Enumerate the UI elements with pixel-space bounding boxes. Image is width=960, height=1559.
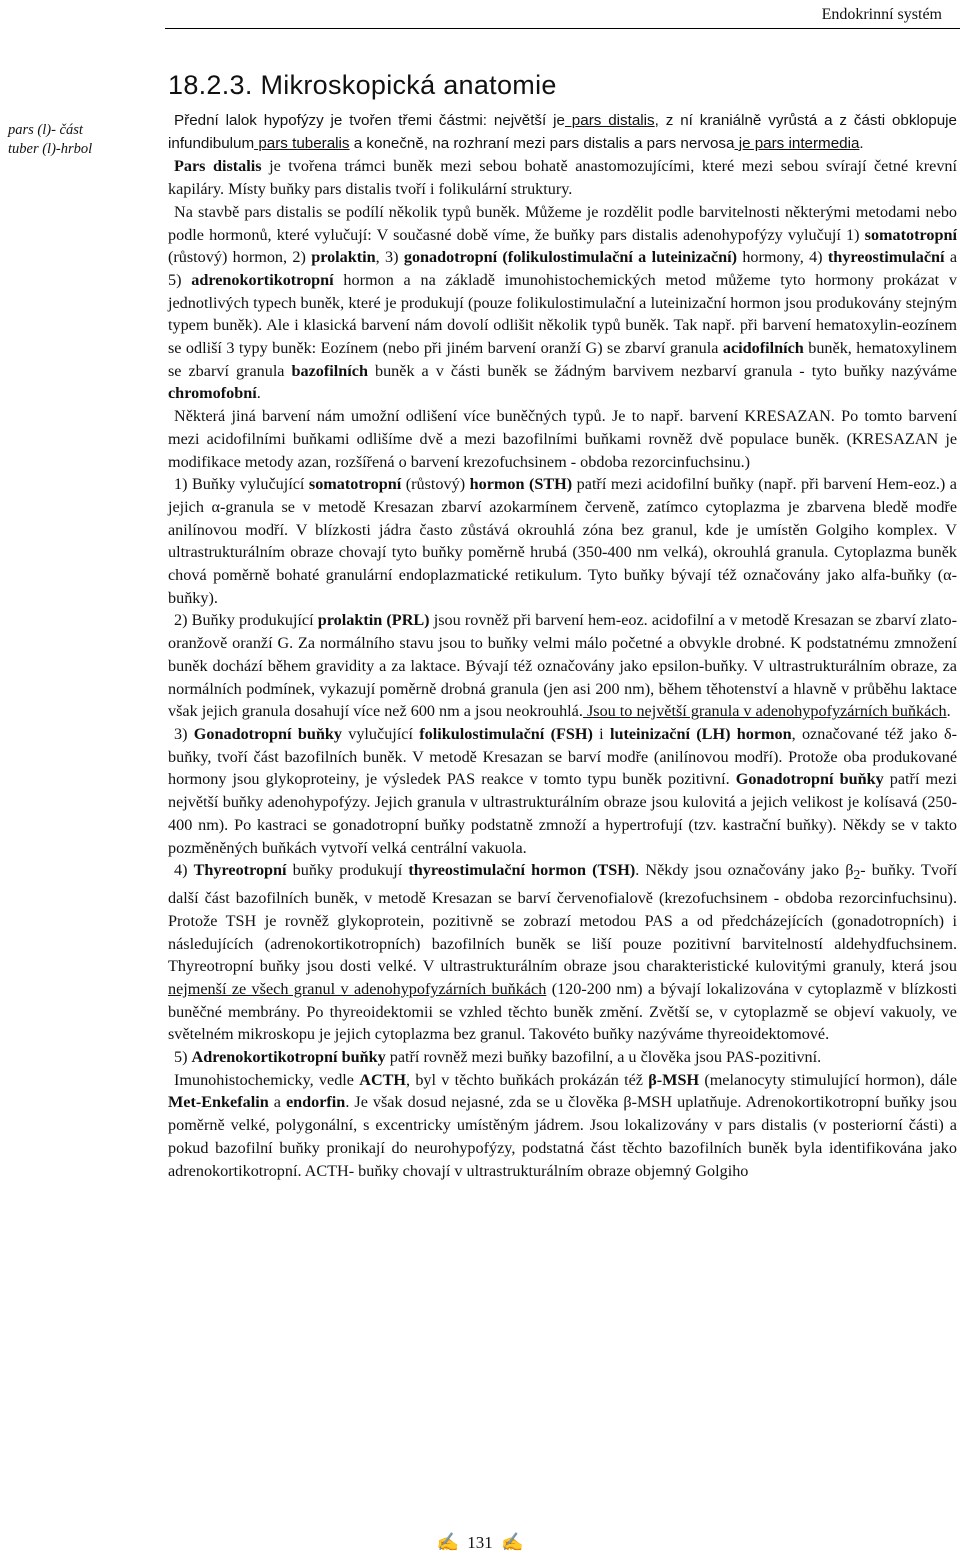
page-footer [0,1532,960,1553]
paragraph: 4) Thyreotropní buňky produkují thyreostimulační hormon (TSH). Někdy jsou označovány jako $\beta_2-$ buňky. Tvoří další část bazofilních buněk, v metodě Kresazan se barví červenofialově (krezofuchsinem - obdoba rezorcinfuchsinu). Protože TSH je rovněž glykoprotein, pozitivně se zobrazí metodou PAS a od předcházejících (gonadotropních) i následujících (adrenokortikotropních) bazofilních buněk se liší pouze pozitivní barvitelností aldehydfuchsinem. Thyreotropní buňky jsou dosti velké. V ultrastrukturálním obraze jsou charakteristické kulovitými granuly, která jsou nejmenší ze všech granul v adenohypofyzárních buňkách (120-200 nm) a bývají lokalizována v cytoplazmě v blízkosti buněčné membrány. Po thyreoidektomii se vzhled těchto buněk změní. Zvětší se, v cytoplazmě se objeví vakuoly, ve světelném mikroskopu je jejich cytoplazma bez granul. Takovéto buňky nazýváme thyreoidektomové. [168,861,957,1044]
paragraph: Přední lalok hypofýzy je tvořen třemi částmi: největší je pars distalis, z ní kraniálně vyrůstá a z části obklopuje infundibulum pars tuberalis a konečně, na rozhraní mezi pars distalis a pars nervosa je pars intermedia. [168,112,957,152]
body-text [168,110,957,1182]
running-header: Endokrinní systém [821,6,942,23]
margin-note [8,121,138,159]
paragraph: 1) Buňky vylučující somatotropní (růstový) hormon (STH) patří mezi acidofilní buňky (např. při barvení Hem-eoz.) a jejich α-granula se v metodě Kresazan zbarví azokarmínem červeně, zatímco cytoplazma je zbarvena bledě modře anilínovou modří. V blízkosti jádra často zůstává okrouhlá zóna bez granul, kde je umístěn Golgiho komplex. V ultrastrukturálním obraze chovají tyto buňky poměrně hrubá (350-400 nm velká), okrouhlá granula. Cytoplazma buněk chová poměrně bohaté granulární endoplazmatické retikulum. Tyto buňky bývají též označovány jako alfa-buňky (α-buňky). [168,475,957,607]
section-title: 18.2.3. Mikroskopická anatomie [168,70,557,100]
paragraph: 5) Adrenokortikotropní buňky patří rovněž mezi buňky bazofilní, a u člověka jsou PAS-pozitivní. [174,1048,822,1067]
paragraph: 3) Gonadotropní buňky vylučující folikulostimulační (FSH) i luteinizační (LH) hormon, označované též jako δ-buňky, tvoří část bazofilních buněk. V metodě Kresazan se barví modře (anilínovou modří). Protože oba produkované hormony jsou glykoproteiny, je výsledek PAS reakce v tomto typu buněk pozitivní. Gonadotropní buňky patří mezi největší buňky adenohypofýzy. Jejich granula v ultrastrukturálním obraze jsou kulovitá a jejich velikost je kolísavá (250-400 nm). Po kastraci se gonadotropní buňky podstatně zmnoží a hypertrofují (tzv. kastrační buňky). Někdy se v takto pozměněných buňkách vytvoří velká centrální vakuola. [168,724,957,857]
paragraph: Pars distalis je tvořena trámci buněk mezi sebou bohatě anastomozujícími, které mezi sebou svírají četné krevní kapiláry. Místy buňky pars distalis tvoří i folikulární struktury. [168,157,958,199]
paragraph: Na stavbě pars distalis se podílí několik typů buněk. Můžeme je rozdělit podle barvitelnosti některými metodami nebo podle hormonů, které vylučují: V současné době víme, že buňky pars distalis adenohypofýzy vylučují 1) somatotropní (růstový) hormon, 2) prolaktin, 3) gonadotropní (folikulostimulační a luteinizační) hormony, 4) thyreostimulační a 5) adrenokortikotropní hormon a na základě imunohistochemických metod můžeme tyto hormony prokázat v jednotlivých typech buněk, které je produkují (pouze folikulostimulační a luteinizační hormon jsou produkovány stejným typem buněk). Ale i klasická barvení nám dovolí odlišit několik typů buněk. Tak např. při barvení hematoxylin-eozínem se odliší 3 typy buněk: Eozínem (nebo při jiném barvení oranží G) se zbarví granula acidofilních buněk, hematoxylinem se zbarví granula bazofilních buněk a v části buněk se žádným barvivem nezbarví granula - tyto buňky nazýváme chromofobní. [168,202,958,403]
paragraph: Některá jiná barvení nám umožní odlišení více buněčných typů. Je to např. barvení KRESAZAN. Po tomto barvení mezi acidofilními buňkami odlišíme dvě a mezi bazofilními buňkami rovněž dvě populace buněk. (KRESAZAN je modifikace metody azan, rozšířená o barvení krezofuchsinem - obdoba rezorcinfuchsinu.) [168,407,957,471]
writing-hand-icon: ✍ [436,1532,459,1552]
paragraph: Imunohistochemicky, vedle ACTH, byl v těchto buňkách prokázán též β-MSH (melanocyty stimulující hormon), dále Met-Enkefalin a endorfin. Je však dosud nejasné, zda se u člověka β-MSH uplatňuje. Adrenokortikotropní buňky jsou poměrně velké, polygonální, s excentricky umístěným jádrem. Jsou lokalizovány v pars distalis (v posteriorní části) a pokud bazofilní buňky pronikají do neurohypofýzy, podstatná část těchto bazofilních buněk byla identifikována jako adrenokortikotropní. ACTH- buňky chovají v ultrastrukturálním obraze objemný Golgiho [168,1070,958,1180]
page-number: 131 [467,1533,493,1552]
margin-note-line: tuber (l)-hrbol [8,141,93,157]
header-rule [165,28,960,29]
margin-note-line: pars (l)- část [8,122,83,138]
paragraph: 2) Buňky produkující prolaktin (PRL) jsou rovněž při barvení hem-eoz. acidofilní a v metodě Kresazan se zbarví zlato-oranžově oranží G. Za normálního stavu jsou to buňky velmi málo početné a obvykle drobné. K podstatnému zmnožení buněk dochází během gravidity a za laktace. Bývají též označovány jako epsilon-buňky. V ultrastrukturálním obraze, za normálních podmínek, vykazují poměrně drobná granula (jen asi 200 nm), během těhotenství a hlavně v průběhu laktace však jejich granula dosahují více než 600 nm a jsou neokrouhlá. Jsou to největší granula v adenohypofyzárních buňkách. [168,611,957,721]
writing-hand-icon: ✍ [501,1532,524,1552]
